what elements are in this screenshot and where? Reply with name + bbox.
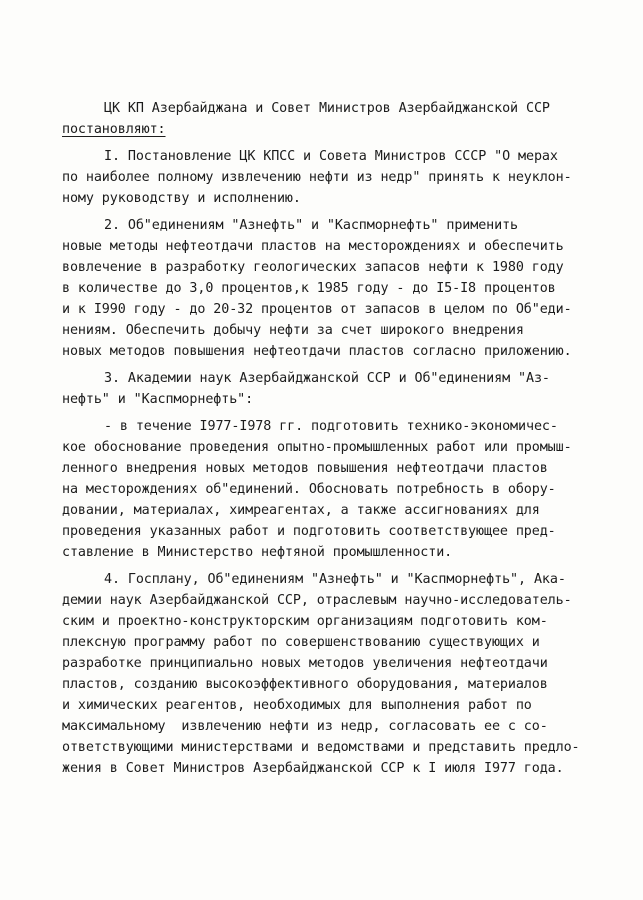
section-3-item-line-7: ставление в Министерство нефтяной промышленности. — [62, 545, 453, 560]
section-1-line-3: ному руководству и исполнению. — [62, 191, 301, 206]
section-4-line-4: плексную программу работ по совершенствованию существующих и — [62, 635, 540, 650]
section-2-line-3: вовлечение в разработку геологических запасов нефти к 1980 году — [62, 260, 564, 275]
section-2-line-7: новых методов повышения нефтеотдачи пластов согласно приложению. — [62, 344, 572, 359]
section-2-line-2: новые методы нефтеотдачи пластов на месторождениях и обеспечить — [62, 239, 564, 254]
section-2-line-4: в количестве до 3,0 процентов,к 1985 году - до I5-I8 процентов — [62, 281, 556, 296]
section-3-line-2: нефть" и "Каспморнефть": — [62, 392, 254, 407]
section-4-line-3: ским и проектно-конструкторским организациям подготовить ком- — [62, 614, 548, 629]
section-3-item-line-6: проведения указанных работ и подготовить соответствующее пред- — [62, 524, 556, 539]
section-4-line-7: и химических реагентов, необходимых для выполнения работ по — [62, 698, 532, 713]
section-3-item-line-3: ленного внедрения новых методов повышения нефтеотдачи пластов — [62, 461, 548, 476]
section-1-line-1: I. Постановление ЦК КПСС и Совета Министров СССР "О мерах — [104, 149, 558, 164]
section-2-line-1: 2. Об"единениям "Азнефть" и "Каспморнефть" применить — [104, 218, 519, 233]
section-3-item-line-5: довании, материалах, химреагентах, а также ассигнованиях для — [62, 503, 540, 518]
section-1-line-2: по наиболее полному извлечению нефти из недр" принять к неуклон- — [62, 170, 572, 185]
section-4-line-10: жения в Совет Министров Азербайджанской ССР к I июля I977 года. — [62, 761, 564, 776]
section-3-item-line-1: - в течение I977-I978 гг. подготовить технико-экономичес- — [104, 419, 558, 434]
section-2-line-6: нениям. Обеспечить добычу нефти за счет широкого внедрения — [62, 323, 524, 338]
decree-word — [62, 119, 622, 140]
section-4-line-6: пластов, созданию высокоэффективного оборудования, материалов — [62, 677, 548, 692]
section-4-line-9: ответствующими министерствами и ведомствами и представить предло- — [62, 740, 580, 755]
section-2-line-5: и к I990 году - до 20-32 процентов от запасов в целом по Об"еди- — [62, 302, 572, 317]
section-4-line-8: максимальному извлечению нефти из недр, согласовать ее с со- — [62, 719, 548, 734]
section-4-line-5: разработке принципиально новых методов увеличения нефтеотдачи — [62, 656, 548, 671]
heading-line: ЦК КП Азербайджана и Совет Министров Азербайджанской ССР — [104, 101, 550, 116]
decree-word-text: постановляют: — [62, 122, 166, 137]
section-3-item-line-2: кое обоснование проведения опытно-промышленных работ или промыш- — [62, 440, 572, 455]
section-3-line-1: 3. Академии наук Азербайджанской ССР и Об"единениям "Аз- — [104, 371, 550, 386]
section-4-line-2: демии наук Азербайджанской ССР, отраслевым научно-исследователь- — [62, 593, 572, 608]
section-4-line-1: 4. Госплану, Об"единениям "Азнефть" и "Каспморнефть", Ака- — [104, 572, 566, 587]
section-3-item-line-4: на месторождениях об"единений. Обосновать потребность в обору- — [62, 482, 556, 497]
document-body — [62, 98, 622, 779]
